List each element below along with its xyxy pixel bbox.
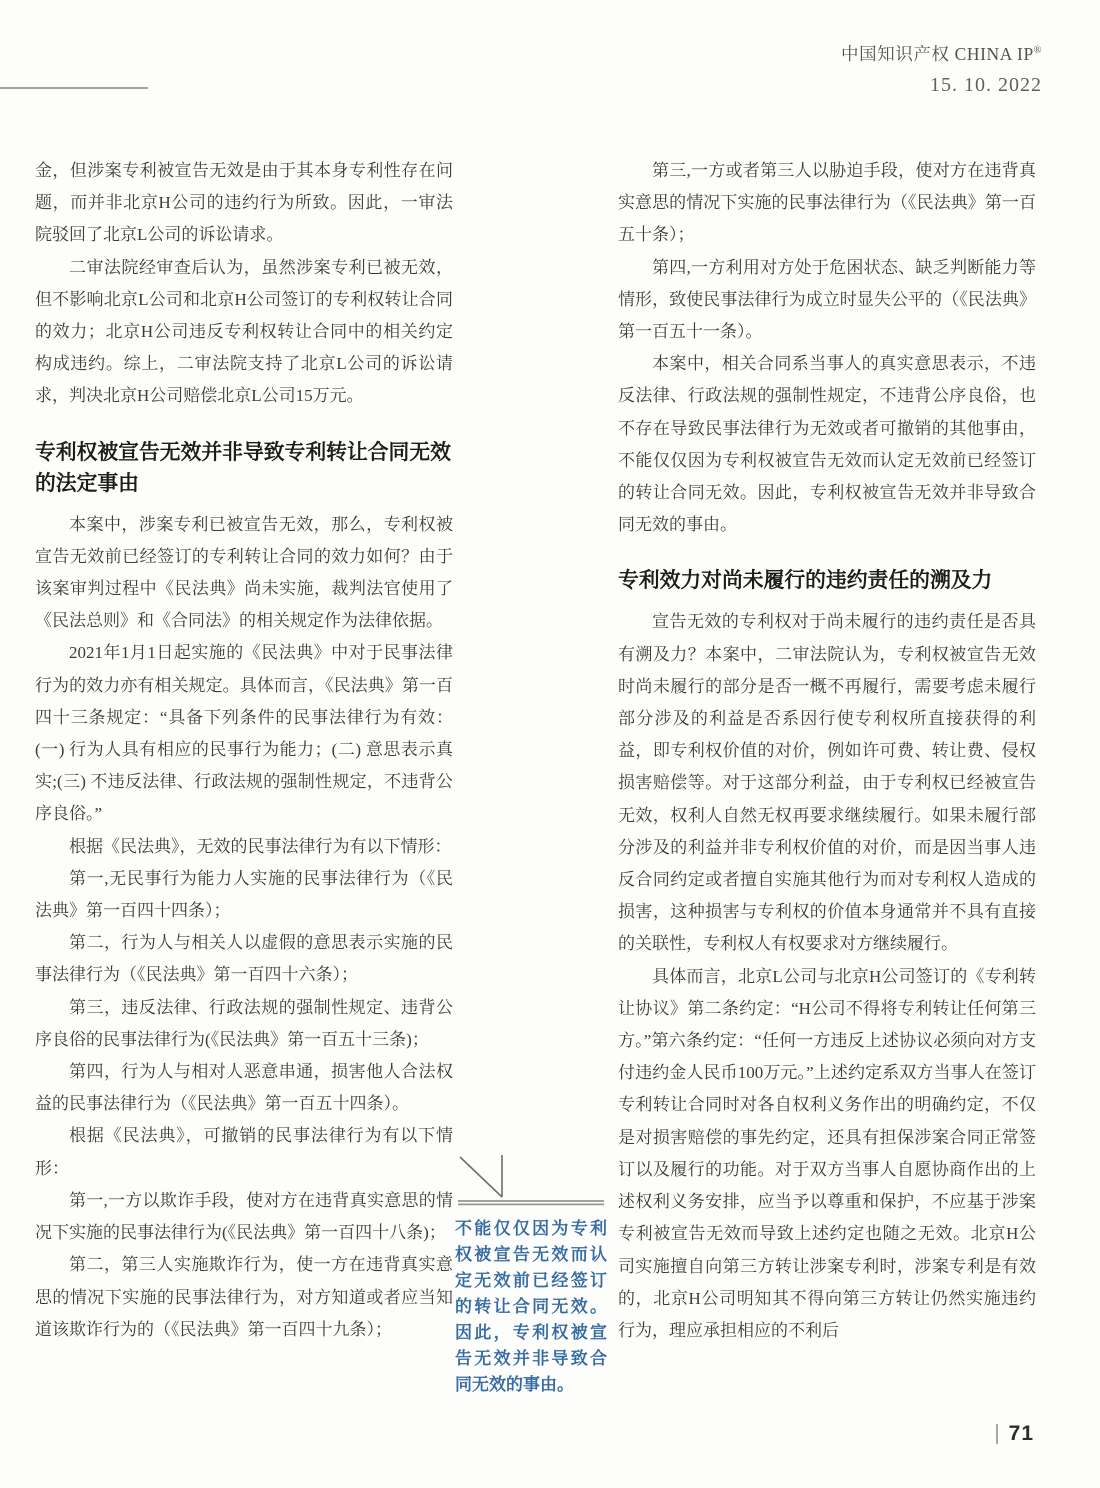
paragraph: 二审法院经审查后认为，虽然涉案专利已被无效，但不影响北京L公司和北京H公司签订的专利权转让合同的效力；北京H公司违反专利权转让合同中的相关约定构成违约。综上，二审法院支持了北京L公司的诉讼请求，判决北京H公司赔偿北京L公司15万元。 xyxy=(35,257,453,406)
left-column-top-paragraphs xyxy=(35,155,453,413)
page-number: 71 xyxy=(1008,1422,1034,1445)
arrow-down-right-icon xyxy=(455,1148,607,1206)
page-footer xyxy=(996,1422,1034,1446)
masthead-rule xyxy=(0,87,148,89)
paragraph: 第四,一方利用对方处于危困状态、缺乏判断能力等情形，致使民事法律行为成立时显失公平的（《民法典》第一百五十一条）。 xyxy=(618,257,1036,342)
paragraph: 本案中，相关合同系当事人的真实意思表示，不违反法律、行政法规的强制性规定，不违背公序良俗，也不存在导致民事法律行为无效或者可撤销的其他事由，不能仅仅因为专利权被宣告无效而认定无效前已经签订的转让合同无效。因此，专利权被宣告无效并非导致合同无效的事由。 xyxy=(618,354,1036,535)
pull-quote xyxy=(455,1148,607,1398)
paragraph: 第一,一方以欺诈手段，使对方在违背真实意思的情况下实施的民事法律行为(《民法典》第一百四十八条)； xyxy=(35,1190,453,1243)
section-heading-retroactivity: 专利效力对尚未履行的违约责任的溯及力 xyxy=(618,569,993,593)
issue-date: 15. 10. 2022 xyxy=(930,73,1042,96)
brand-text: 中国知识产权 CHINA IP xyxy=(841,44,1034,64)
right-column xyxy=(618,155,1036,1347)
paragraph: 第二，行为人与相关人以虚假的意思表示实施的民事法律行为（《民法典》第一百四十六条）； xyxy=(35,933,453,985)
paragraph: 2021年1月1日起实施的《民法典》中对于民事法律行为的效力亦有相关规定。具体而言，《民法典》第一百四十三条规定：“具备下列条件的民事法律行为有效：(一) 行为人具有相应的民事行为能力；(二) 意思表示真实;(三) 不违反法律、行政法规的强制性规定，不违背公序良俗。” xyxy=(35,643,453,824)
paragraph: 第一,无民事行为能力人实施的民事法律行为（《民法典》第一百四十四条）； xyxy=(35,868,453,921)
paragraph: 具体而言，北京L公司与北京H公司签订的《专利转让协议》第二条约定：“H公司不得将专利转让任何第三方。”第六条约定：“任何一方违反上述协议必须向对方支付违约金人民币100万元。”上述约定系双方当事人在签订专利转让合同时对各自权利义务作出的明确约定，不仅是对损害赔偿的事先约定，还具有担保涉案合同正常签订以及履行的功能。对于双方当事人自愿协商作出的上述权利义务安排，应当予以尊重和保护，不应基于涉案专利被宣告无效而导致上述约定也随之无效。北京H公司实施擅自向第三方转让涉案专利时，涉案专利是有效的，北京H公司明知其不得向第三方转让仍然实施违约行为，理应承担相应的不利后 xyxy=(618,966,1036,1340)
left-column-paragraphs xyxy=(35,509,453,1346)
paragraph: 本案中，涉案专利已被宣告无效，那么，专利权被宣告无效前已经签订的专利转让合同的效力如何？由于该案审判过程中《民法典》尚未实施，裁判法官使用了《民法总则》和《合同法》的相关规定作为法律依据。 xyxy=(35,514,453,631)
paragraph: 第二，第三人实施欺诈行为，使一方在违背真实意思的情况下实施的民事法律行为，对方知道或者应当知道该欺诈行为的（《民法典》第一百四十九条）； xyxy=(35,1255,453,1339)
paragraph: 金，但涉案专利被宣告无效是由于其本身专利性存在问题，而并非北京H公司的违约行为所致。因此，一审法院驳回了北京L公司的诉讼请求。 xyxy=(35,161,453,245)
right-column-paragraphs xyxy=(618,606,1036,1347)
paragraph: 根据《民法典》，可撤销的民事法律行为有以下情形： xyxy=(35,1126,453,1178)
paragraph: 根据《民法典》，无效的民事法律行为有以下情形： xyxy=(69,836,452,856)
paragraph: 第三，违反法律、行政法规的强制性规定、违背公序良俗的民事法律行为(《民法典》第一百五十三条)； xyxy=(35,997,453,1049)
paragraph: 第三,一方或者第三人以胁迫手段，使对方在违背真实意思的情况下实施的民事法律行为（《民法典》第一百五十条）； xyxy=(618,161,1036,245)
footer-separator-bar xyxy=(996,1424,998,1444)
section-heading-contract-validity: 专利权被宣告无效并非导致专利转让合同无效的法定事由 xyxy=(35,440,451,495)
masthead xyxy=(841,44,1042,98)
pull-quote-text: 不能仅仅因为专利权被宣告无效而认定无效前已经签订的转让合同无效。因此，专利权被宣告无效并非导致合同无效的事由。 xyxy=(455,1219,607,1394)
left-column xyxy=(35,155,453,1346)
brand-title xyxy=(841,44,1042,66)
paragraph: 宣告无效的专利权对于尚未履行的违约责任是否具有溯及力？本案中，二审法院认为，专利权被宣告无效时尚未履行的部分是否一概不再履行，需要考虑未履行部分涉及的利益是否系因行使专利权所直接获得的利益，即专利权价值的对价，例如许可费、转让费、侵权损害赔偿等。对于这部分利益，由于专利权已经被宣告无效，权利人自然无权再要求继续履行。如果未履行部分涉及的利益并非专利权价值的对价，而是因当事人违反合同约定或者擅自实施其他行为而对专利权人造成的损害，这种损害与专利权的价值本身通常并不具有直接的关联性，专利权人有权要求对方继续履行。 xyxy=(618,612,1036,954)
registered-trademark-symbol: ® xyxy=(1033,45,1042,57)
paragraph: 第四，行为人与相对人恶意串通，损害他人合法权益的民事法律行为（《民法典》第一百五十四条）。 xyxy=(35,1062,453,1114)
right-column-top-paragraphs xyxy=(618,155,1036,541)
